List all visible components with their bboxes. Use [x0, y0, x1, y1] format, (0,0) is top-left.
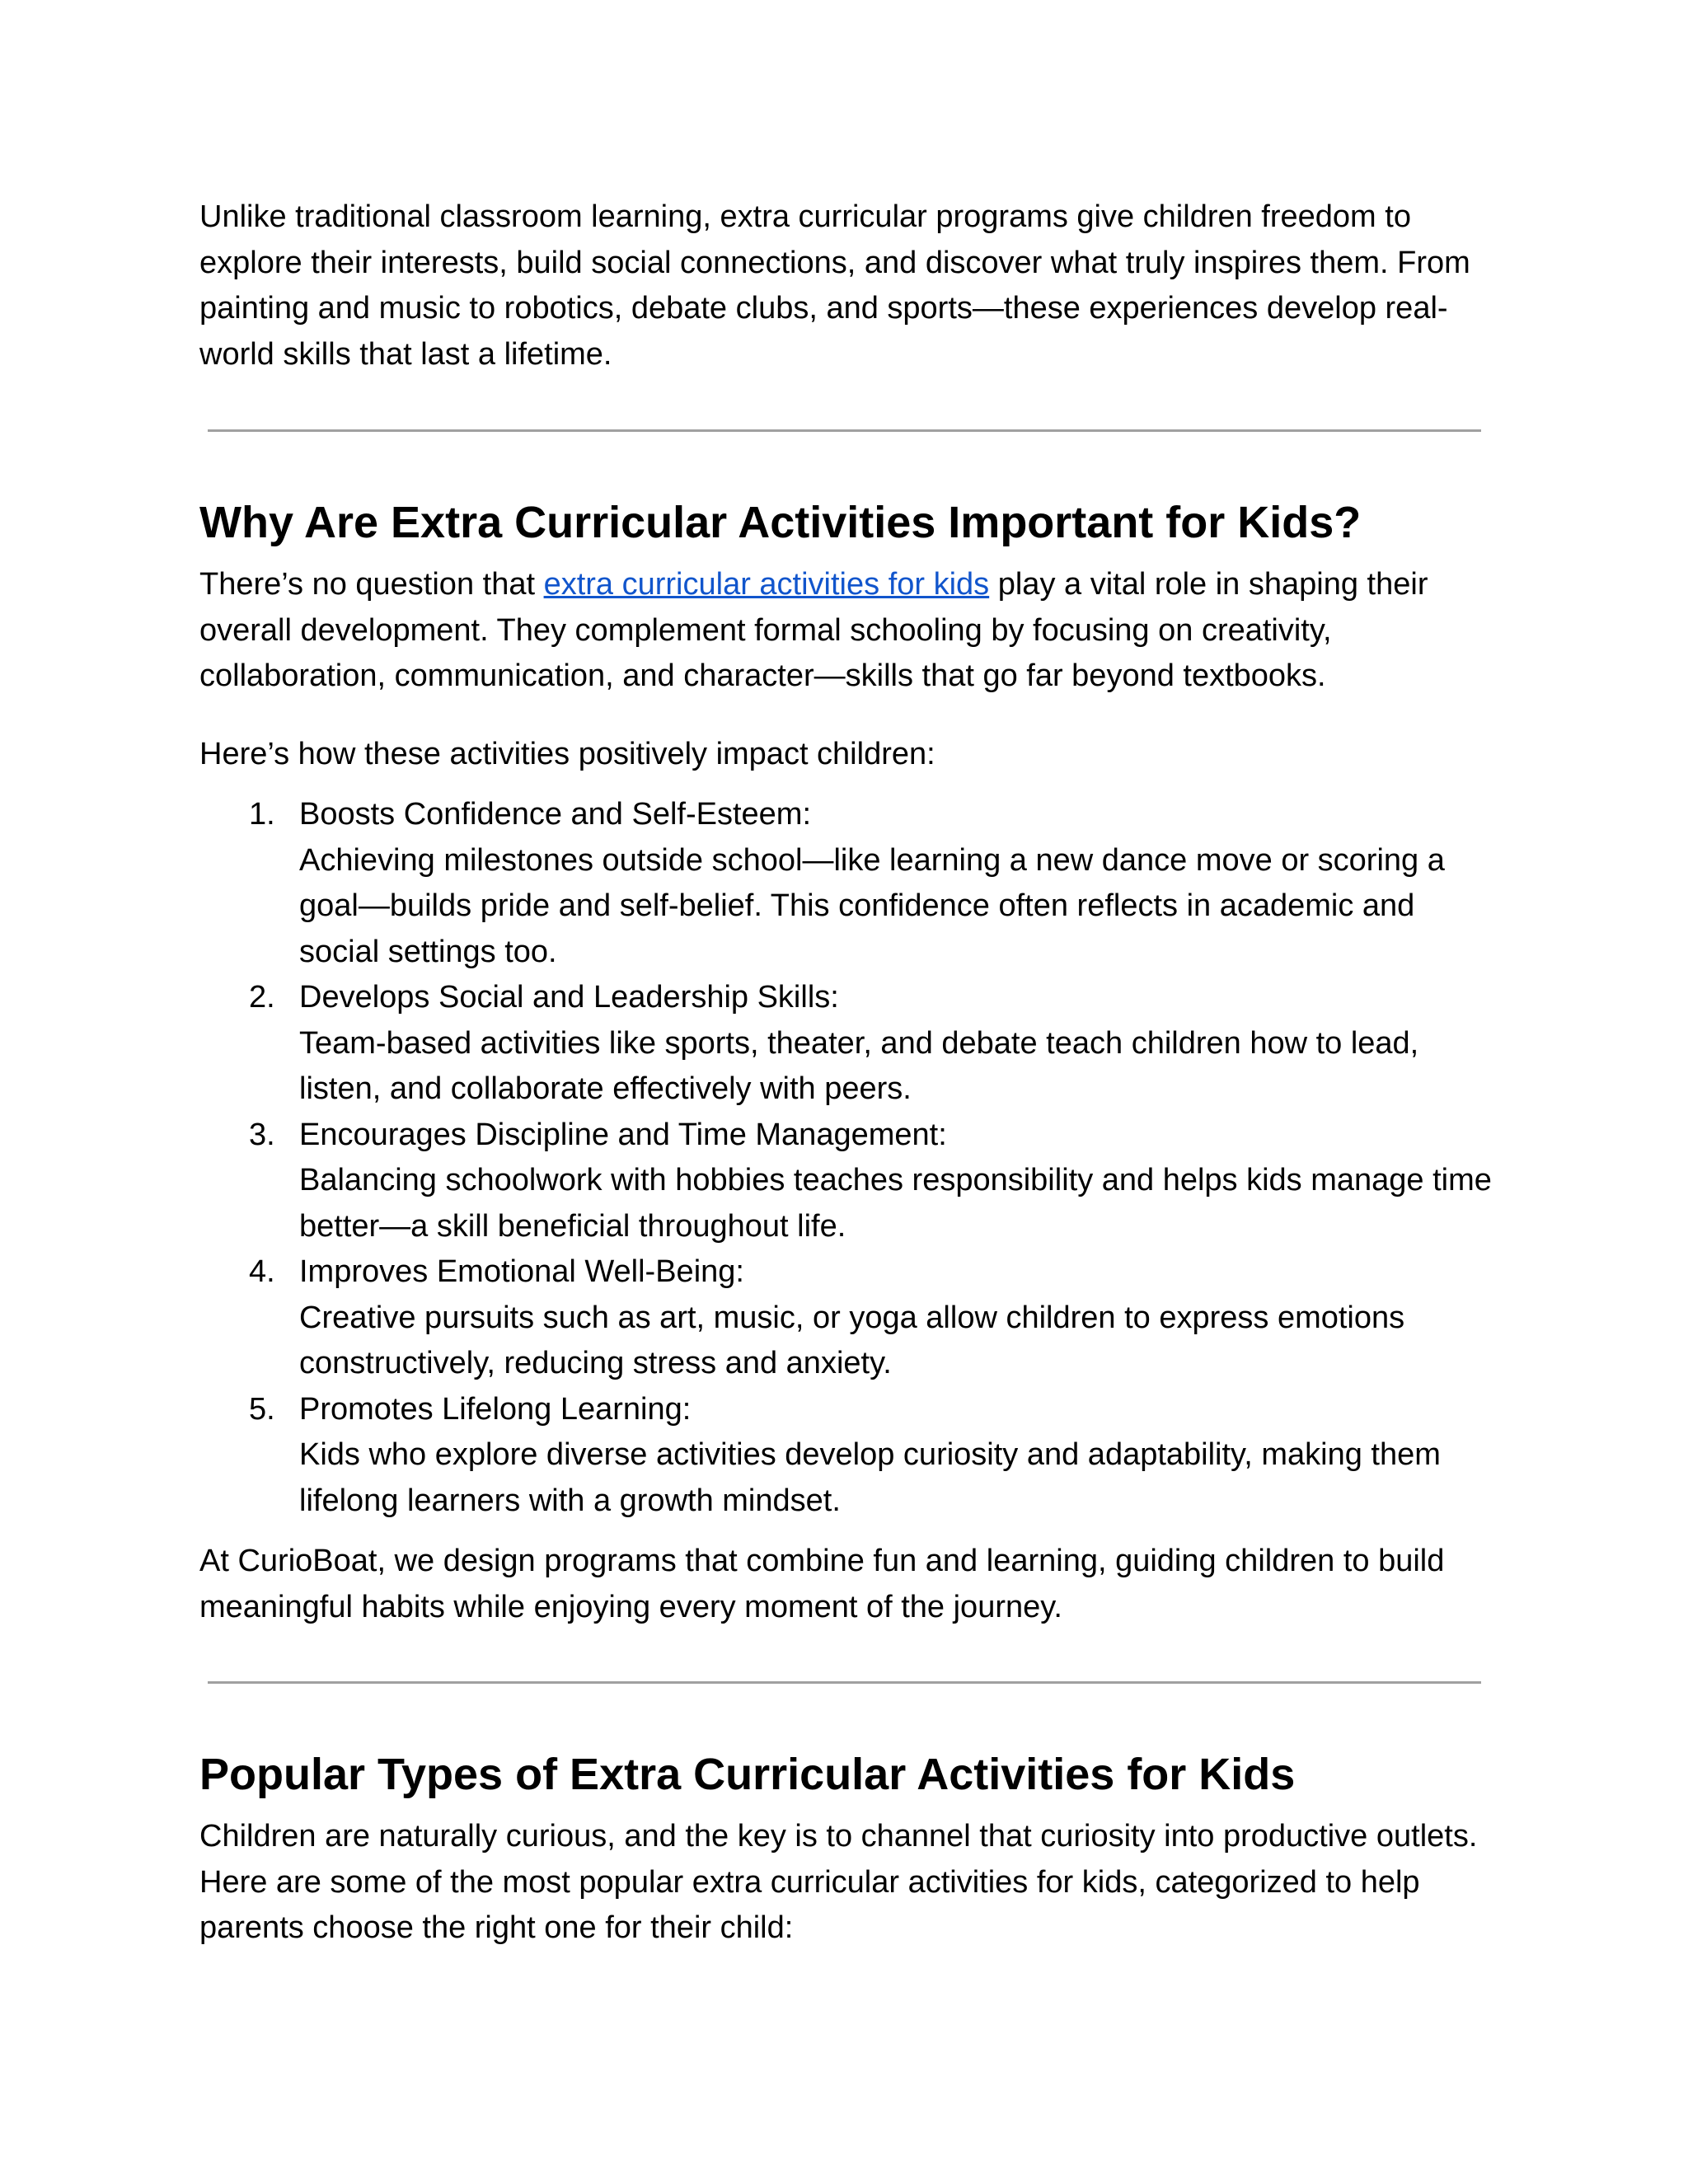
list-item — [199, 1387, 1493, 1525]
list-item-description: Creative pursuits such as art, music, or yoga allow children to express emotions constructively, reducing stress and anxiety. — [299, 1300, 1405, 1380]
list-item — [199, 1113, 1493, 1250]
section-divider-1 — [208, 429, 1481, 432]
benefits-list — [199, 792, 1493, 1524]
list-item-description: Balancing schoolwork with hobbies teaches responsibility and helps kids manage time better—a skill beneficial throughout life. — [299, 1163, 1492, 1244]
list-item-title: Boosts Confidence and Self-Esteem: — [299, 797, 812, 832]
list-item-title: Promotes Lifelong Learning: — [299, 1391, 692, 1427]
list-item-title: Improves Emotional Well-Being: — [299, 1254, 744, 1289]
section-heading-why: Why Are Extra Curricular Activities Important for Kids? — [199, 498, 1362, 547]
list-item — [199, 792, 1493, 975]
list-item — [199, 975, 1493, 1113]
list-item-number: 5. — [249, 1391, 275, 1427]
list-item-title: Encourages Discipline and Time Management: — [299, 1117, 947, 1152]
list-item-number: 1. — [249, 797, 275, 832]
benefits-lead-text: Here’s how these activities positively impact children: — [199, 736, 935, 771]
list-item-description: Team-based activities like sports, theater, and debate teach children how to lead, listen, and collaborate effectively with peers. — [299, 1025, 1419, 1106]
document-page — [199, 194, 1493, 1952]
list-item-number: 4. — [249, 1254, 275, 1289]
why-paragraph — [199, 562, 1493, 700]
list-item-description: Kids who explore diverse activities develop curiosity and adaptability, making them lifelong learners with a growth mindset. — [299, 1437, 1441, 1518]
why-paragraph-text-before: There’s no question that — [199, 567, 544, 602]
list-item — [199, 1249, 1493, 1387]
list-item-description: Achieving milestones outside school—like learning a new dance move or scoring a goal—builds pride and self-belief. This confidence often reflects in academic and social settings too. — [299, 842, 1445, 969]
section-heading-popular: Popular Types of Extra Curricular Activities for Kids — [199, 1750, 1296, 1799]
extra-curricular-activities-link[interactable]: extra curricular activities for kids — [543, 567, 990, 602]
list-item-number: 2. — [249, 980, 275, 1015]
popular-paragraph: Children are naturally curious, and the key is to channel that curiosity into productive outlets. Here are some of the most popular extra curricular activities for kids, categorized to help parents choose the right one for their child: — [199, 1819, 1478, 1945]
list-item-number: 3. — [249, 1117, 275, 1152]
why-paragraph-text-after: play a vital role in shaping their overall development. They complement formal schooling by focusing on creativity, collaboration, communication, and character—skills that go far beyond textbooks. — [199, 567, 1428, 693]
closing-paragraph: At CurioBoat, we design programs that combine fun and learning, guiding children to build meaningful habits while enjoying every moment of the journey. — [199, 1544, 1445, 1624]
intro-paragraph: Unlike traditional classroom learning, extra curricular programs give children freedom to explore their interests, build social connections, and discover what truly inspires them. From painting and music to robotics, debate clubs, and sports—these experiences develop real-world skills that last a lifetime. — [199, 199, 1470, 372]
list-item-title: Develops Social and Leadership Skills: — [299, 980, 839, 1015]
section-divider-2 — [208, 1681, 1481, 1684]
